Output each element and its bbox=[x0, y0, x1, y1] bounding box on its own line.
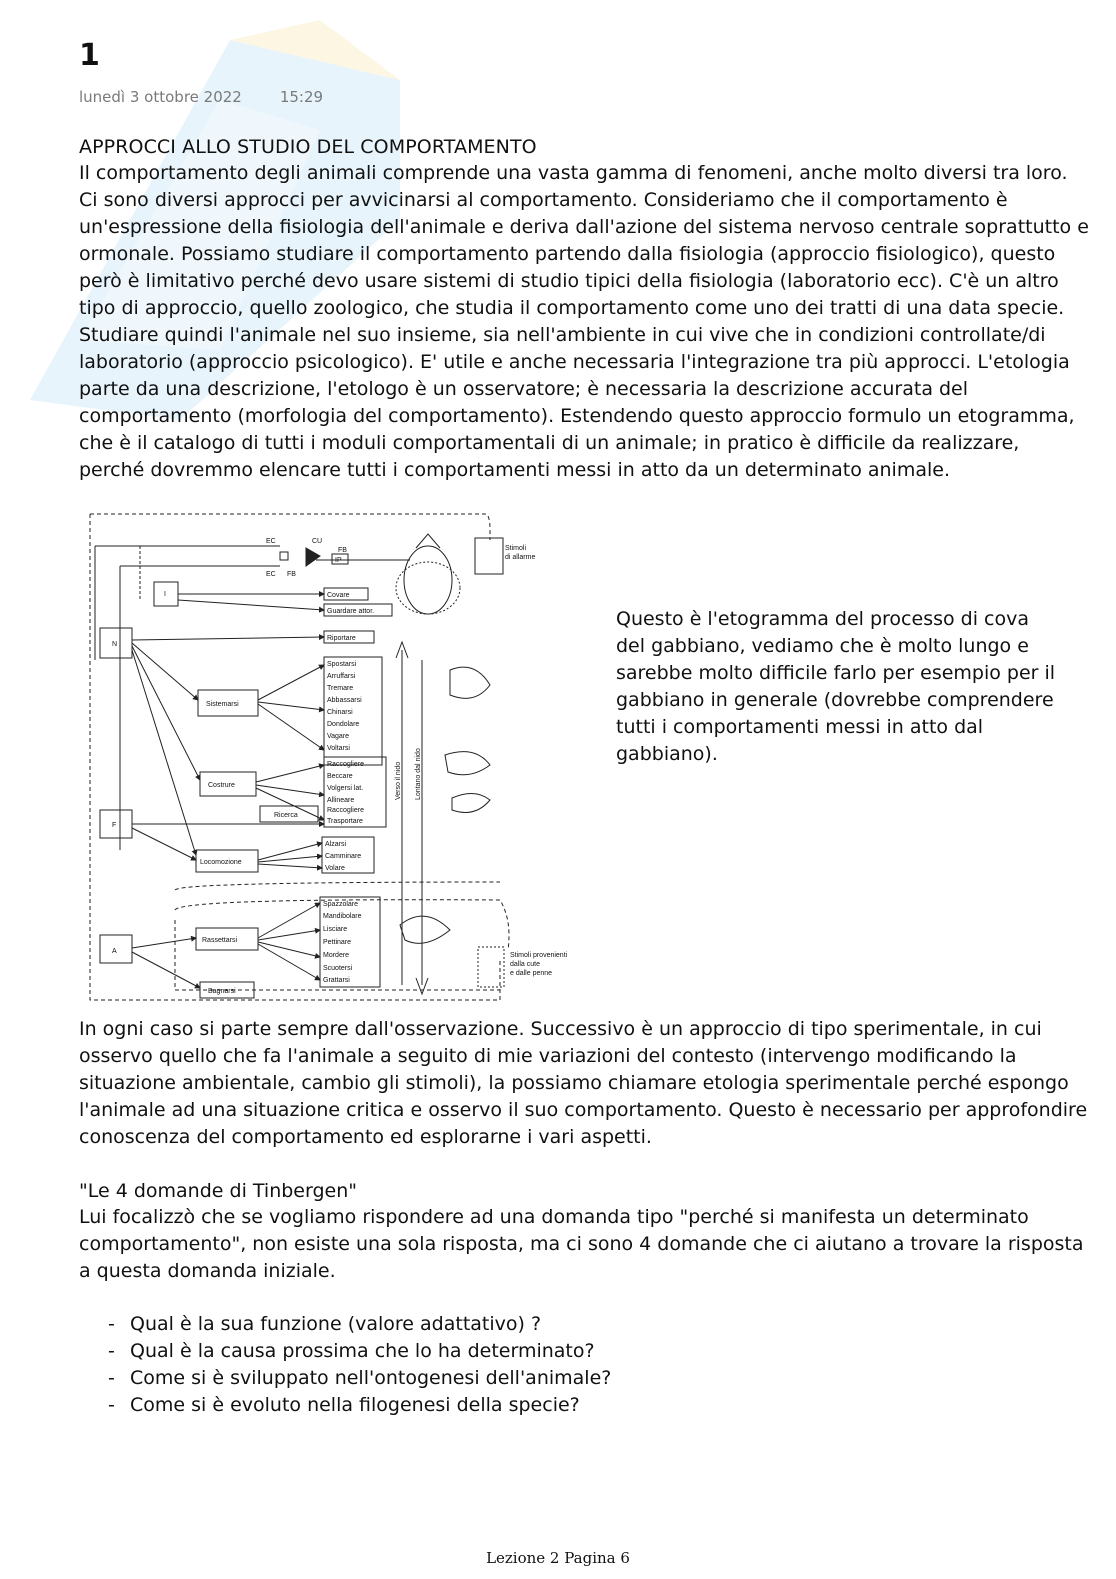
vertical-verso-nido: Verso il nido bbox=[395, 761, 402, 800]
module-trasportare: Trasportare bbox=[327, 818, 363, 825]
intro-paragraph: Il comportamento degli animali comprende una vasta gamma di fenomeni, anche molto diversi tra loro. Ci sono diversi approcci per avvicinarsi al comportamento. Consideriamo che il comportamento è un'espressione della fisiologia dell'animale e deriva dall'azione del sistema nervoso centrale soprattutto e ormonale. Possiamo studiare il comportamento partendo dalla fisiologia (approccio fisiologico), questo però è limitativo perché devo usare sistemi di studio tipici della fisiologia (laboratorio ecc). C'è un altro tipo di approccio, quello zoologico, che studia il comportamento come uno dei tratti di una data specie. Studiare quindi l'animale nel suo insieme, sia nell'ambiente in cui vive che in condizioni controllate/di laboratorio (approccio psicologico). E' utile e anche necessaria l'integrazione tra più approcci. L'etologia parte da una descrizione, l'etologo è un osservatore; è necessaria la descrizione accurata del comportamento (morfologia del comportamento). Estendendo questo approccio formulo un etogramma, che è il catalogo di tutti i moduli comportamentali di un animale; in pratico è difficile da realizzare, perché dovremmo elencare tutti i comportamenti messi in atto da un determinato animale. bbox=[79, 162, 1089, 481]
stimoli-allarme-1: Stimoli bbox=[505, 545, 527, 552]
questions-list bbox=[108, 1311, 611, 1419]
module-allineare: Allineare bbox=[327, 797, 355, 804]
page-footer: Lezione 2 Pagina 6 bbox=[486, 1549, 630, 1567]
module-guardare: Guardare attor. bbox=[327, 608, 375, 615]
group-rassettarsi: Rassettarsi bbox=[202, 937, 238, 944]
group-costrure: Costrure bbox=[208, 782, 235, 789]
figure-caption: Questo è l'etogramma del processo di cova del gabbiano, vediamo che è molto lungo e sarebbe molto difficile farlo per esempio per il gabbiano in generale (dovrebbe comprendere tutti i comportamenti messi in atto dal gabbiano). bbox=[616, 608, 1056, 765]
tinbergen-heading: "Le 4 domande di Tinbergen" bbox=[79, 1180, 357, 1202]
module-dondolare: Dondolare bbox=[327, 721, 360, 728]
module-beccare: Beccare bbox=[327, 773, 353, 780]
module-riportare: Riportare bbox=[327, 635, 356, 642]
label-cu: CU bbox=[312, 538, 323, 545]
module-lisciare: Lisciare bbox=[323, 926, 348, 933]
experimental-paragraph: In ogni caso si parte sempre dall'osservazione. Successivo è un approccio di tipo sperimentale, in cui osservo quello che fa l'animale a seguito di mie variazioni del contesto (intervengo modificando la situazione ambientale, cambio gli stimoli), la possiamo chiamare etologia sperimentale perché espongo l'animale ad una situazione critica e osservo il suo comportamento. Questo è necessario per approfondire conoscenza del comportamento ed esplorarne i vari aspetti. bbox=[79, 1018, 1088, 1148]
stimoli-allarme-2: di allarme bbox=[505, 554, 536, 561]
module-grattarsi: Grattarsi bbox=[323, 977, 350, 984]
center-n: N bbox=[112, 641, 118, 648]
module-spazzolare: Spazzolare bbox=[323, 901, 359, 908]
ethogram-diagram bbox=[80, 510, 610, 1010]
module-alzarsi: Alzarsi bbox=[325, 841, 347, 848]
module-volgersi: Volgersi lat. bbox=[327, 785, 364, 792]
tinbergen-paragraph: Lui focalizzò che se vogliamo rispondere ad una domanda tipo "perché si manifesta un determinato comportamento", non esiste una sola risposta, ma ci sono 4 domande che ci aiutano a trovare la risposta a questa domanda iniziale. bbox=[79, 1206, 1084, 1282]
stimoli-cute-3: e dalle penne bbox=[510, 970, 553, 977]
label-ip: IP bbox=[335, 557, 342, 564]
list-item: - Qual è la sua funzione (valore adattativo) ? bbox=[108, 1311, 611, 1338]
page-time: 15:29 bbox=[279, 88, 324, 106]
group-ricerca: Ricerca bbox=[274, 812, 298, 819]
module-abbassarsi: Abbassarsi bbox=[327, 697, 362, 704]
module-raccogliere-1: Raccogliere bbox=[327, 761, 364, 768]
group-sistemarsi: Sistemarsi bbox=[206, 701, 239, 708]
module-covare: Covare bbox=[327, 592, 350, 599]
module-scuotersi: Scuotersi bbox=[323, 965, 353, 972]
group-bagnarsi: Bagnarsi bbox=[208, 988, 236, 995]
label-ec2: EC bbox=[266, 571, 276, 578]
page-meta bbox=[79, 88, 323, 106]
module-mordere: Mordere bbox=[323, 952, 350, 959]
stimoli-cute-1: Stimoli provenienti bbox=[510, 952, 568, 959]
label-ec: EC bbox=[266, 538, 276, 545]
center-a: A bbox=[112, 948, 117, 955]
module-camminare: Camminare bbox=[325, 853, 362, 860]
center-f: F bbox=[112, 822, 117, 829]
list-item: - Come si è sviluppato nell'ontogenesi dell'animale? bbox=[108, 1365, 611, 1392]
module-arruffarsi: Arruffarsi bbox=[327, 673, 356, 680]
stimoli-cute-2: dalla cute bbox=[510, 961, 540, 968]
section-heading: APPROCCI ALLO STUDIO DEL COMPORTAMENTO bbox=[79, 136, 537, 158]
module-vagare: Vagare bbox=[327, 733, 350, 740]
label-fb: FB bbox=[338, 547, 347, 554]
center-i: I bbox=[164, 591, 166, 598]
label-fb2: FB bbox=[287, 571, 296, 578]
module-voltarsi: Voltarsi bbox=[327, 745, 350, 752]
module-spostarsi: Spostarsi bbox=[327, 661, 357, 668]
module-tremare: Tremare bbox=[327, 685, 354, 692]
module-pettinare: Pettinare bbox=[323, 939, 352, 946]
module-chinarsi: Chinarsi bbox=[327, 709, 353, 716]
list-item: - Qual è la causa prossima che lo ha determinato? bbox=[108, 1338, 611, 1365]
module-raccogliere-2: Raccogliere bbox=[327, 807, 364, 814]
group-locomozione: Locomozione bbox=[200, 859, 242, 866]
module-volare: Volare bbox=[325, 865, 345, 872]
list-item: - Come si è evoluto nella filogenesi della specie? bbox=[108, 1392, 611, 1419]
page-title: 1 bbox=[79, 38, 100, 73]
page-date: lunedì 3 ottobre 2022 bbox=[79, 88, 242, 106]
module-mandibolare: Mandibolare bbox=[323, 913, 362, 920]
vertical-lontano-nido: Lontano dal nido bbox=[415, 748, 422, 800]
